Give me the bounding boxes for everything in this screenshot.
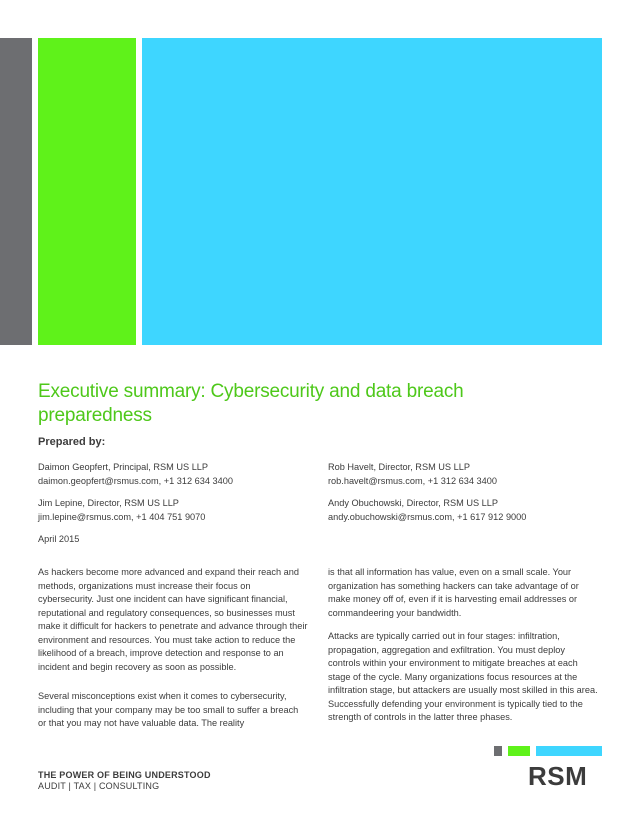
header-blue-bar xyxy=(142,38,602,345)
contact-block xyxy=(38,496,205,524)
body-paragraph: Several misconceptions exist when it comes to cybersecurity, including that your company may be too small to suffer a breach or that you may not have valuable data. The reality xyxy=(38,691,299,728)
contact-name-title: Andy Obuchowski, Director, RSM US LLP xyxy=(328,498,499,508)
rsm-logo: RSM xyxy=(528,761,588,791)
contact-email-phone: jim.lepine@rsmus.com, +1 404 751 9070 xyxy=(38,512,206,522)
contact-block xyxy=(328,460,497,488)
contact-block xyxy=(328,496,526,524)
footer-tagline xyxy=(38,770,211,792)
header-green-bar xyxy=(38,38,136,345)
logo-blue-bar xyxy=(536,746,602,756)
contact-block xyxy=(38,460,233,488)
publication-date: April 2015 xyxy=(38,534,80,544)
document-title: Executive summary: Cybersecurity and data breach preparedness xyxy=(38,381,464,426)
contact-name-title: Daimon Geopfert, Principal, RSM US LLP xyxy=(38,462,209,472)
body-paragraph: is that all information has value, even on a small scale. Your organization has something hackers can take advantage of or make money off of, even if it is harvesting email addresses or commandeering your bandwidth. xyxy=(328,567,579,618)
logo-gray-bar xyxy=(494,746,502,756)
logo-green-bar xyxy=(508,746,530,756)
body-paragraph: Attacks are typically carried out in four stages: infiltration, propagation, aggregation and exfiltration. You must deploy controls within your environment to mitigate breaches at each stage of the cycle. Many organizations focus resources at the infiltration stage, but attackers are usually most skilled in this area. Successfully defending your environment is typically tied to the strength of controls in the latter three phases. xyxy=(328,631,598,722)
contact-name-title: Rob Havelt, Director, RSM US LLP xyxy=(328,462,470,472)
contact-email-phone: daimon.geopfert@rsmus.com, +1 312 634 3400 xyxy=(38,476,233,486)
tagline-text: THE POWER OF BEING UNDERSTOOD xyxy=(38,770,211,780)
contact-name-title: Jim Lepine, Director, RSM US LLP xyxy=(38,498,179,508)
contact-email-phone: andy.obuchowski@rsmus.com, +1 617 912 9000 xyxy=(328,512,527,522)
prepared-by-label: Prepared by: xyxy=(38,436,106,448)
body-paragraph: As hackers become more advanced and expand their reach and methods, organizations must increase their focus on cybersecurity. Just one incident can have significant financial, reputational and regulatory consequences, so businesses must make it difficult for hackers to penetrate and advance through their environment and resources. You must take action to reduce the likelihood of a breach, improve detection and response to an incident and begin recovery as soon as possible. xyxy=(38,567,308,672)
contact-email-phone: rob.havelt@rsmus.com, +1 312 634 3400 xyxy=(328,476,497,486)
services-text: AUDIT | TAX | CONSULTING xyxy=(38,781,160,791)
header-gray-bar xyxy=(0,38,32,345)
